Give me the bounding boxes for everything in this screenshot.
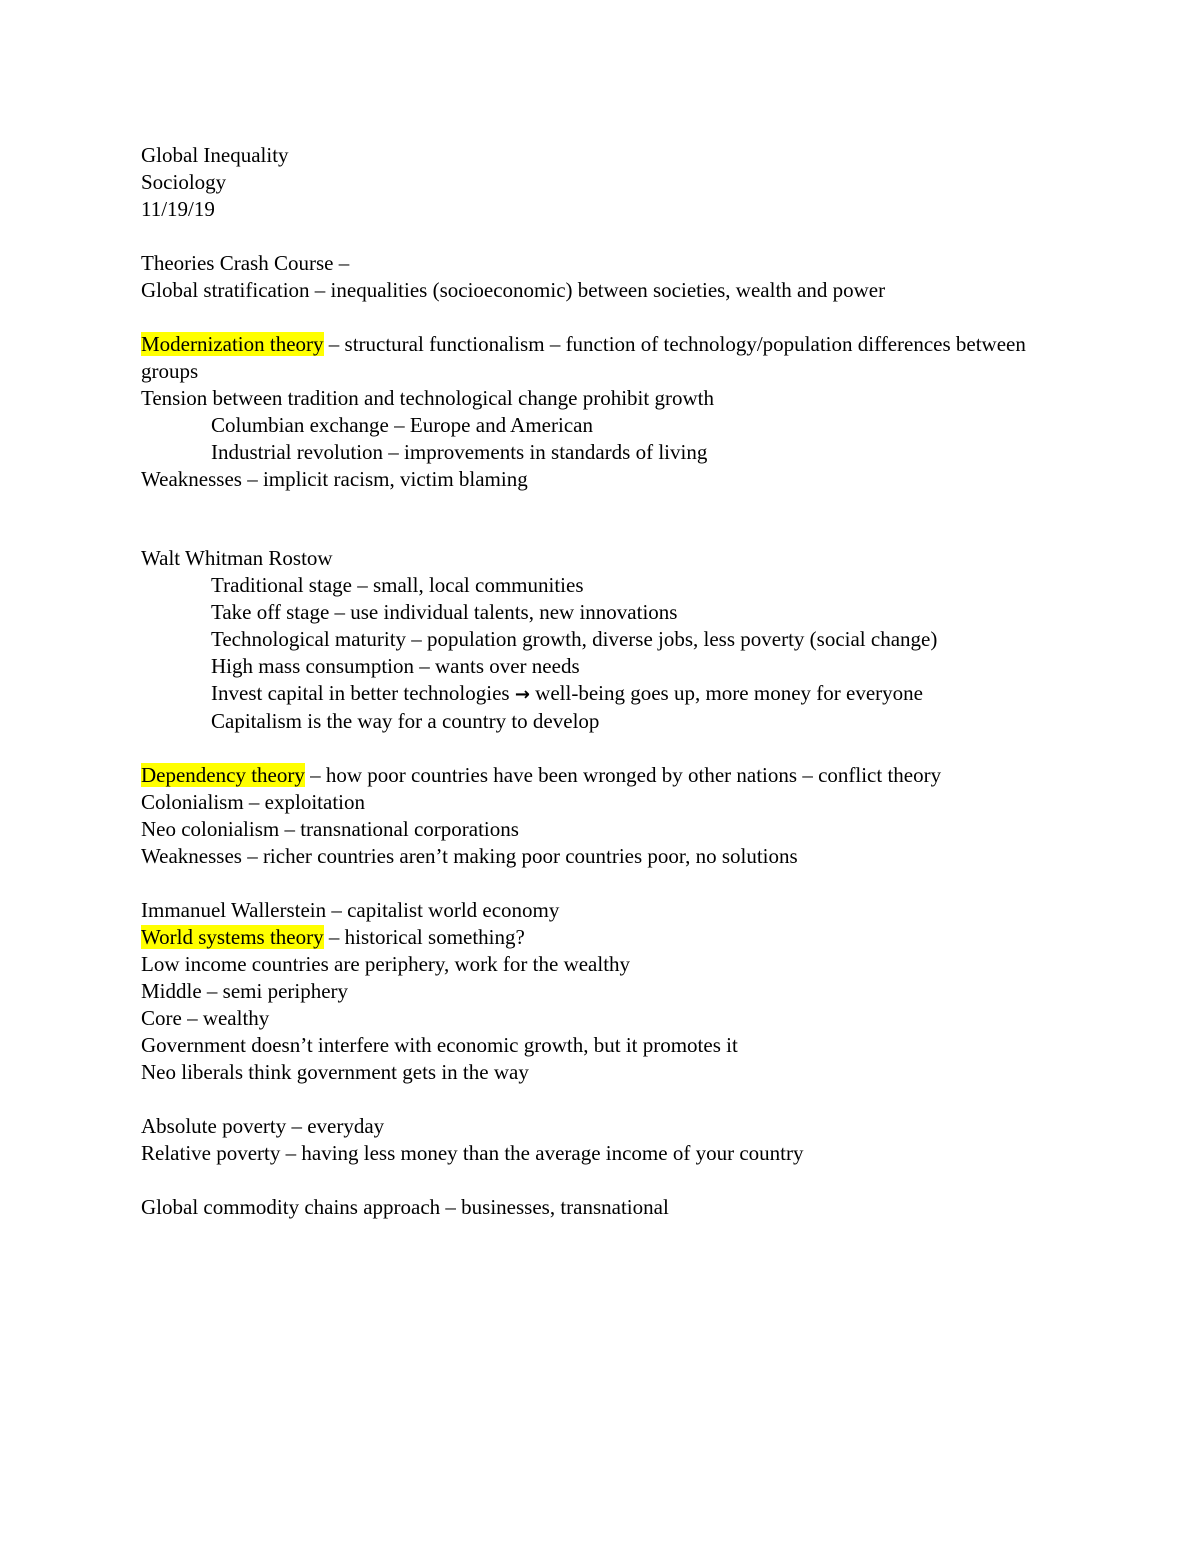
doc-date: 11/19/19 [141, 197, 215, 221]
doc-title: Global Inequality [141, 143, 289, 167]
core-line: Core – wealthy [141, 1006, 270, 1030]
modernization-line [141, 331, 1081, 385]
blank-line [141, 1086, 1081, 1113]
rostow-name: Walt Whitman Rostow [141, 546, 333, 570]
blank-line [141, 493, 1081, 545]
colonialism-line: Colonialism – exploitation [141, 790, 365, 814]
blank-line [141, 304, 1081, 331]
commodity-chains-line: Global commodity chains approach – businesses, transnational [141, 1195, 669, 1219]
blank-line [141, 735, 1081, 762]
tension-line: Tension between tradition and technological change prohibit growth [141, 386, 714, 410]
invest-text-a: Invest capital in better technologies [211, 681, 515, 705]
absolute-poverty-line: Absolute poverty – everyday [141, 1114, 385, 1138]
wallerstein-line: Immanuel Wallerstein – capitalist world economy [141, 898, 560, 922]
highlighted-term: Modernization theory [141, 332, 324, 356]
neo-colonialism-line: Neo colonialism – transnational corporations [141, 817, 519, 841]
capitalism-line: Capitalism is the way for a country to develop [211, 709, 600, 733]
course-name: Sociology [141, 170, 227, 194]
neoliberals-line: Neo liberals think government gets in the way [141, 1060, 529, 1084]
blank-line [141, 223, 1081, 250]
weaknesses-line: Weaknesses – richer countries aren’t making poor countries poor, no solutions [141, 844, 798, 868]
arrow-right-icon: → [514, 684, 530, 705]
document-body [141, 142, 1081, 1221]
government-line: Government doesn’t interfere with economic growth, but it promotes it [141, 1033, 738, 1057]
highlighted-term: Dependency theory [141, 763, 305, 787]
stage-line: High mass consumption – wants over needs [211, 654, 580, 678]
term-description: – structural functionalism – function of technology/population differences between groups [141, 332, 1026, 383]
industrial-line: Industrial revolution – improvements in standards of living [211, 440, 708, 464]
stage-line: Traditional stage – small, local communities [211, 573, 584, 597]
highlighted-term: World systems theory [141, 925, 324, 949]
invest-text-b: well-being goes up, more money for everyone [529, 681, 923, 705]
relative-poverty-line: Relative poverty – having less money than the average income of your country [141, 1141, 804, 1165]
term-description: – historical something? [323, 925, 525, 949]
blank-line [141, 870, 1081, 897]
stage-line: Technological maturity – population growth, diverse jobs, less poverty (social change) [211, 627, 938, 651]
term-description: – how poor countries have been wronged by other nations – conflict theory [304, 763, 942, 787]
stage-line: Take off stage – use individual talents, new innovations [211, 600, 678, 624]
dependency-line [141, 762, 1081, 789]
columbian-line: Columbian exchange – Europe and American [211, 413, 593, 437]
world-systems-line [141, 924, 1081, 951]
blank-line [141, 1167, 1081, 1194]
weaknesses-line: Weaknesses – implicit racism, victim blaming [141, 467, 528, 491]
stratification-line: Global stratification – inequalities (socioeconomic) between societies, wealth and power [141, 278, 886, 302]
periphery-line: Low income countries are periphery, work for the wealthy [141, 952, 631, 976]
section-heading: Theories Crash Course – [141, 251, 350, 275]
semi-periphery-line: Middle – semi periphery [141, 979, 349, 1003]
invest-line [141, 680, 1081, 708]
